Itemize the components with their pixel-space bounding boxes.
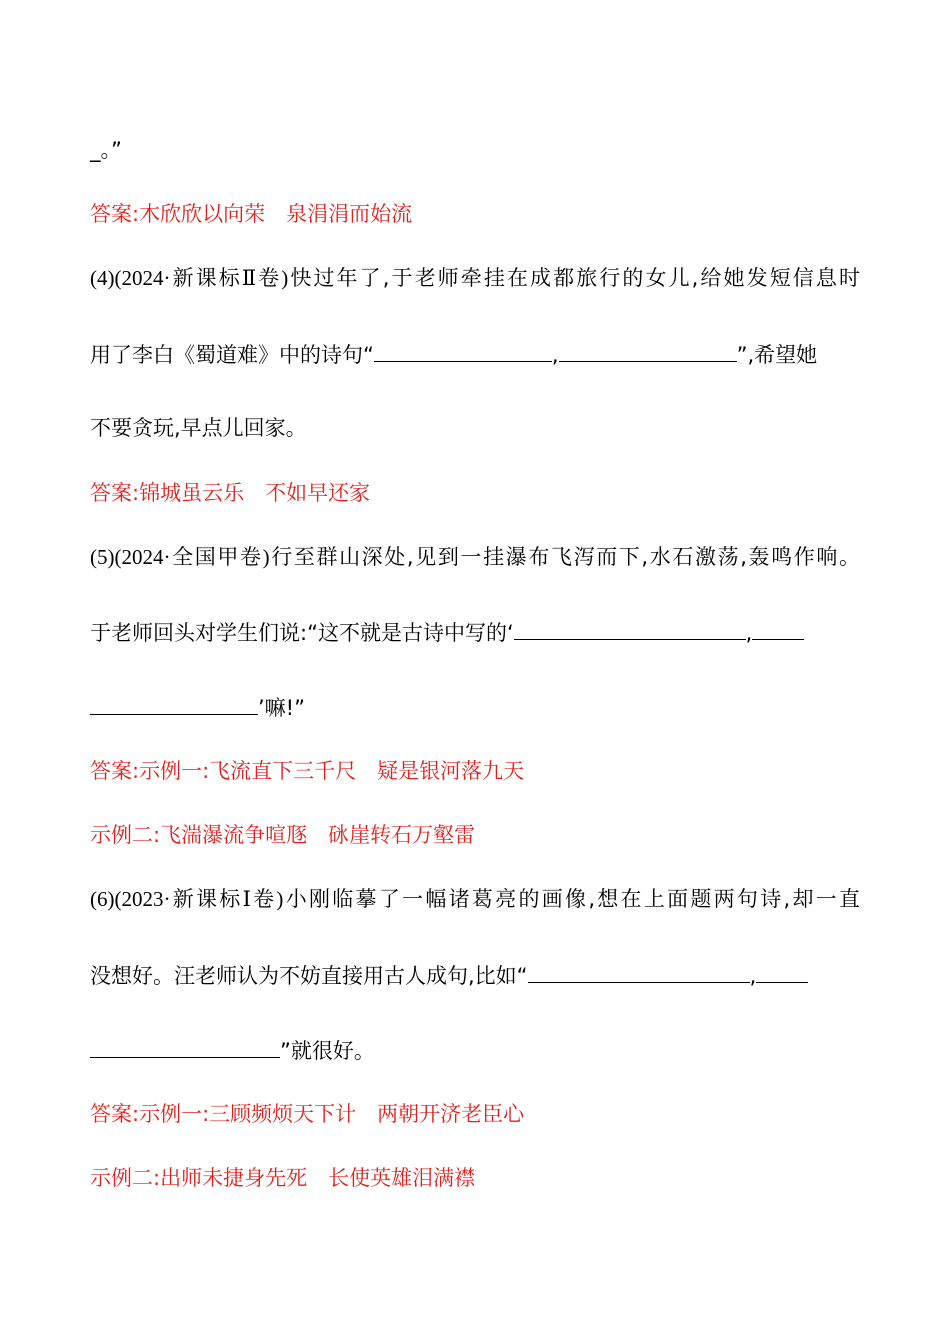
answer-4-text: 答案:锦城虽云乐 不如早还家 (90, 481, 371, 505)
question-4-line-2 (90, 339, 860, 370)
question-6-source: (6)(2023·新课标Ⅰ卷) (90, 887, 284, 911)
blank-separator: , (551, 343, 559, 367)
question-4-text-1: 快过年了,于老师牵挂在成都旅行的女儿,给她发短信息时 (288, 266, 860, 290)
question-5-text-3: ’嘛!” (258, 696, 305, 720)
question-6-line-1 (90, 884, 860, 914)
question-5-text-1: 行至群山深处,见到一挂瀑布飞泻而下,水石激荡,轰鸣作响。 (269, 545, 860, 569)
fill-blank[interactable] (90, 1035, 280, 1058)
fill-blank[interactable] (374, 339, 552, 362)
fill-blank[interactable] (559, 339, 737, 362)
question-6-line-2 (90, 960, 860, 991)
question-4-source: (4)(2024·新课标Ⅱ卷) (90, 266, 289, 290)
question-5-line-2 (90, 617, 860, 648)
answer-3 (90, 199, 860, 229)
answer-4 (90, 478, 860, 508)
fill-blank[interactable] (752, 617, 804, 640)
question-6-line-3 (90, 1035, 860, 1066)
answer-5-text-1: 答案:示例一:飞流直下三千尺 疑是银河落九天 (90, 759, 525, 783)
fill-blank[interactable] (528, 960, 750, 983)
question-4-line-1 (90, 263, 860, 293)
question-6-text-3: ”就很好。 (280, 1039, 375, 1063)
answer-6-text-2: 示例二:出师未捷身先死 长使英雄泪满襟 (90, 1166, 476, 1190)
answer-6-text-1: 答案:示例一:三顾频烦天下计 两朝开济老臣心 (90, 1102, 525, 1126)
continuation-text: _。” (90, 138, 122, 162)
question-5-source: (5)(2024·全国甲卷) (90, 545, 270, 569)
answer-3-text: 答案:木欣欣以向荣 泉涓涓而始流 (90, 202, 413, 226)
continuation-line (90, 135, 860, 165)
blank-separator: , (745, 621, 753, 645)
blank-separator: , (749, 964, 757, 988)
question-6-text-1: 小刚临摹了一幅诸葛亮的画像,想在上面题两句诗,却一直 (283, 887, 860, 911)
question-5-line-3 (90, 692, 860, 723)
question-4-text-3: ”,希望她 (736, 343, 818, 367)
question-5-text-2: 于老师回头对学生们说:“这不就是古诗中写的‘ (90, 621, 514, 645)
fill-blank[interactable] (90, 692, 258, 715)
answer-5-text-2: 示例二:飞湍瀑流争喧豗 砯崖转石万壑雷 (90, 823, 476, 847)
answer-5-example-2 (90, 820, 860, 850)
question-4-text-4: 不要贪玩,早点儿回家。 (90, 416, 307, 440)
question-5-line-1 (90, 542, 860, 572)
question-4-text-2: 用了李白《蜀道难》中的诗句“ (90, 343, 374, 367)
answer-6-example-2 (90, 1163, 860, 1193)
answer-6-example-1 (90, 1099, 860, 1129)
fill-blank[interactable] (756, 960, 808, 983)
question-6-text-2: 没想好。汪老师认为不妨直接用古人成句,比如“ (90, 964, 528, 988)
question-4-line-3 (90, 413, 860, 443)
answer-5-example-1 (90, 756, 860, 786)
fill-blank[interactable] (514, 617, 746, 640)
